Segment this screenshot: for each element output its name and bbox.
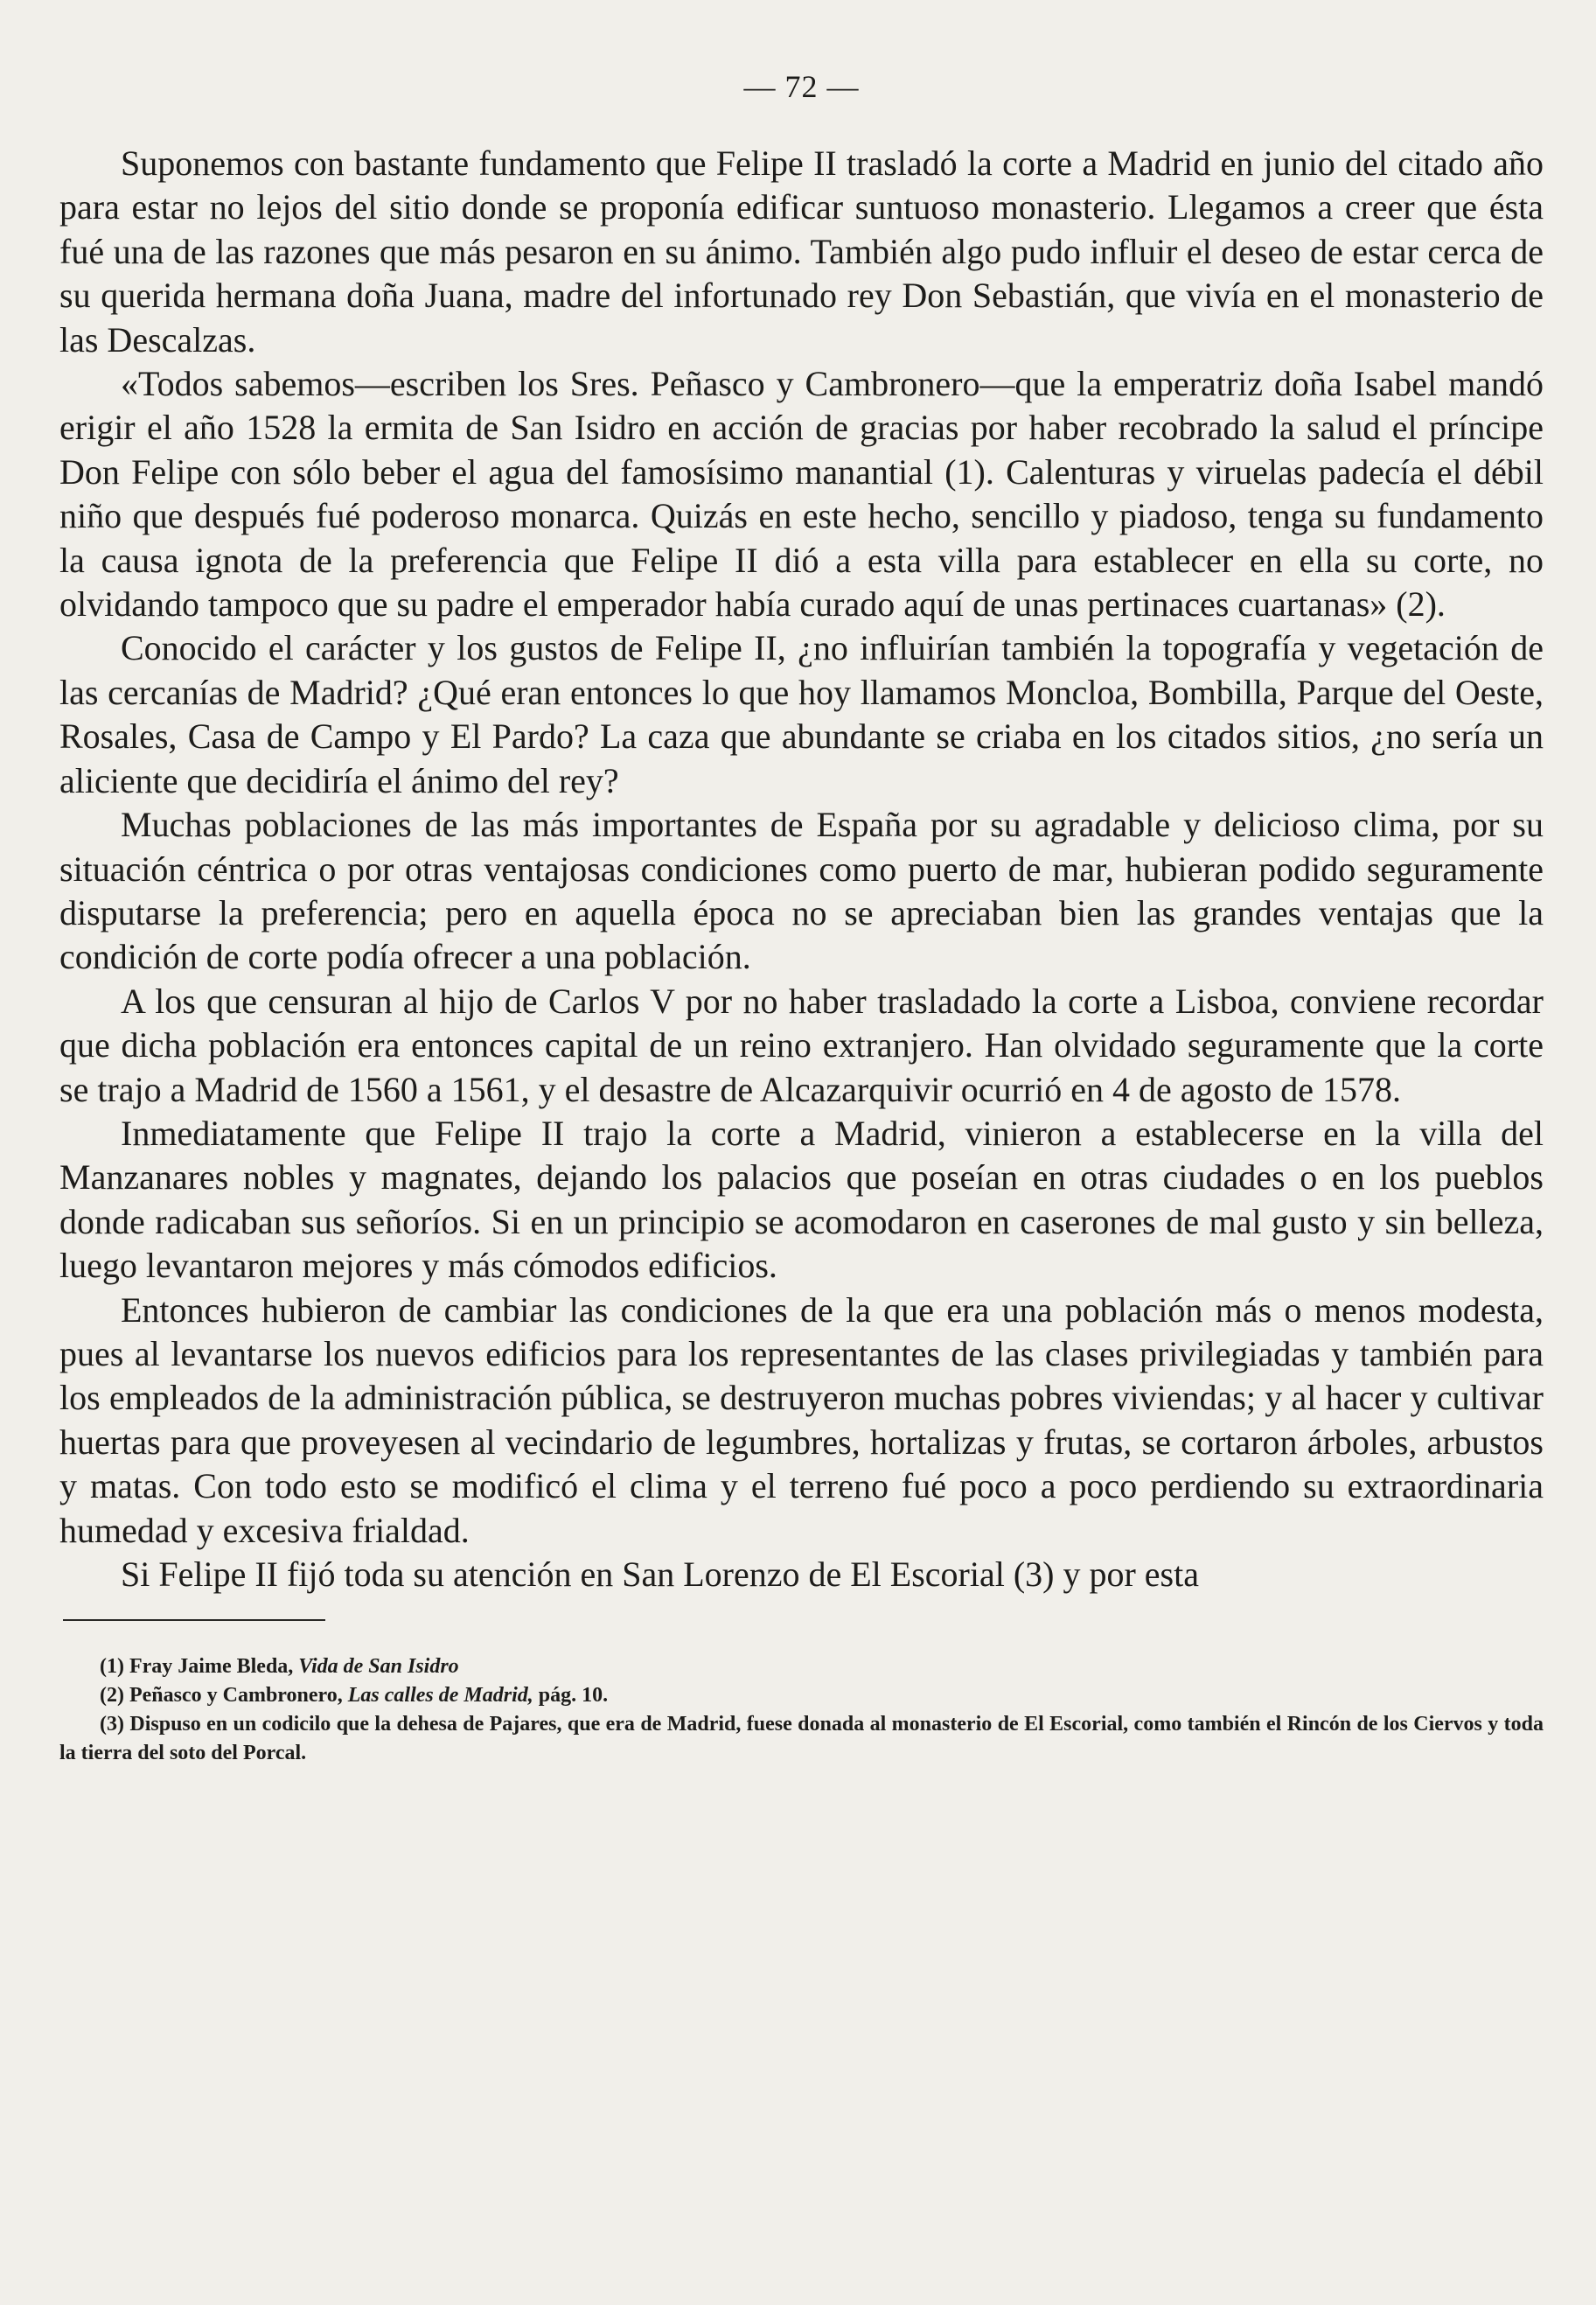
body-text	[59, 142, 1544, 1596]
page-number: — 72 —	[743, 69, 860, 104]
paragraph: Conocido el carácter y los gustos de Felipe II, ¿no influirían también la topografía y vegetación de las cercanías de Madrid? ¿Qué eran entonces lo que hoy llamamos Moncloa, Bombilla, Parque del Oeste, Rosales, Casa de Campo y El Pardo? La caza que abundante se criaba en los citados sitios, ¿no sería un aliciente que decidiría el ánimo del rey?	[59, 628, 1544, 800]
footnote-marker: (2)	[100, 1684, 124, 1708]
footnote-page: pág. 10.	[538, 1684, 609, 1708]
paragraph: Suponemos con bastante fundamento que Felipe II trasladó la corte a Madrid en junio del citado año para estar no lejos del sitio donde se proponía edificar suntuoso monasterio. Llegamos a creer que ésta fué una de las razones que más pesaron en su ánimo. También algo pudo influir el deseo de estar cerca de su querida hermana doña Juana, madre del infortunado rey Don Sebastián, que vivía en el monasterio de las Descalzas.	[59, 143, 1544, 360]
footnote-1	[59, 1652, 1544, 1681]
footnote-divider	[63, 1619, 325, 1621]
footnote-marker: (1)	[100, 1655, 124, 1679]
footnote-title: Vida de San Isidro	[298, 1655, 459, 1679]
footnote-2	[59, 1681, 1544, 1710]
footnote-author: Peñasco y Cambronero,	[129, 1684, 343, 1708]
footnote-3	[59, 1710, 1544, 1768]
footnote-title: Las calles de Madrid,	[347, 1684, 533, 1708]
paragraph: «Todos sabemos—escriben los Sres. Peñasco y Cambronero—que la emperatriz doña Isabel mandó erigir el año 1528 la ermita de San Isidro en acción de gracias por haber recobrado la salud el príncipe Don Felipe con sólo beber el agua del famosísimo manantial (1). Calenturas y viruelas padecía el débil niño que después fué poderoso monarca. Quizás en este hecho, sencillo y piadoso, tenga su fundamento la causa ignota de la preferencia que Felipe II dió a esta villa para establecer en ella su corte, no olvidando tampoco que su padre el emperador había curado aquí de unas pertinaces cuartanas» (2).	[59, 364, 1544, 625]
paragraph: Entonces hubieron de cambiar las condiciones de la que era una población más o menos modesta, pues al levantarse los nuevos edificios para los representantes de las clases privilegiadas y también para los empleados de la administración pública, se destruyeron muchas pobres viviendas; y al hacer y cultivar huertas para que proveyesen al vecindario de legumbres, hortalizas y frutas, se cortaron árboles, arbustos y matas. Con todo esto se modificó el clima y el terreno fué poco a poco perdiendo su extraordinaria humedad y excesiva frialdad.	[59, 1289, 1544, 1550]
footnote-marker: (3)	[100, 1713, 124, 1736]
paragraph: Inmediatamente que Felipe II trajo la corte a Madrid, vinieron a establecerse en la villa del Manzanares nobles y magnates, dejando los palacios que poseían en otras ciudades o en los pueblos donde radicaban sus señoríos. Si en un principio se acomodaron en caserones de mal gusto y sin belleza, luego levantaron mejores y más cómodos edificios.	[59, 1113, 1544, 1286]
paragraph: Muchas poblaciones de las más importantes de España por su agradable y delicioso clima, por su situación céntrica o por otras ventajosas condiciones como puerto de mar, hubieran podido seguramente disputarse la preferencia; pero en aquella época no se apreciaban bien las grandes ventajas que la condición de corte podía ofrecer a una población.	[59, 805, 1544, 977]
footnote-author: Fray Jaime Bleda,	[129, 1655, 294, 1679]
paragraph: Si Felipe II fijó toda su atención en San Lorenzo de El Escorial (3) y por esta	[121, 1554, 1199, 1594]
footnotes	[59, 1652, 1544, 1768]
footnote-text: Dispuso en un codicilo que la dehesa de Pajares, que era de Madrid, fuese donada al monasterio de El Escorial, como también el Rincón de los Ciervos y toda la tierra del soto del Porcal.	[59, 1713, 1544, 1765]
paragraph: A los que censuran al hijo de Carlos V por no haber trasladado la corte a Lisboa, conviene recordar que dicha población era entonces capital de un reino extranjero. Han olvidado seguramente que la corte se trajo a Madrid de 1560 a 1561, y el desastre de Alcazarquivir ocurrió en 4 de agosto de 1578.	[59, 981, 1544, 1109]
